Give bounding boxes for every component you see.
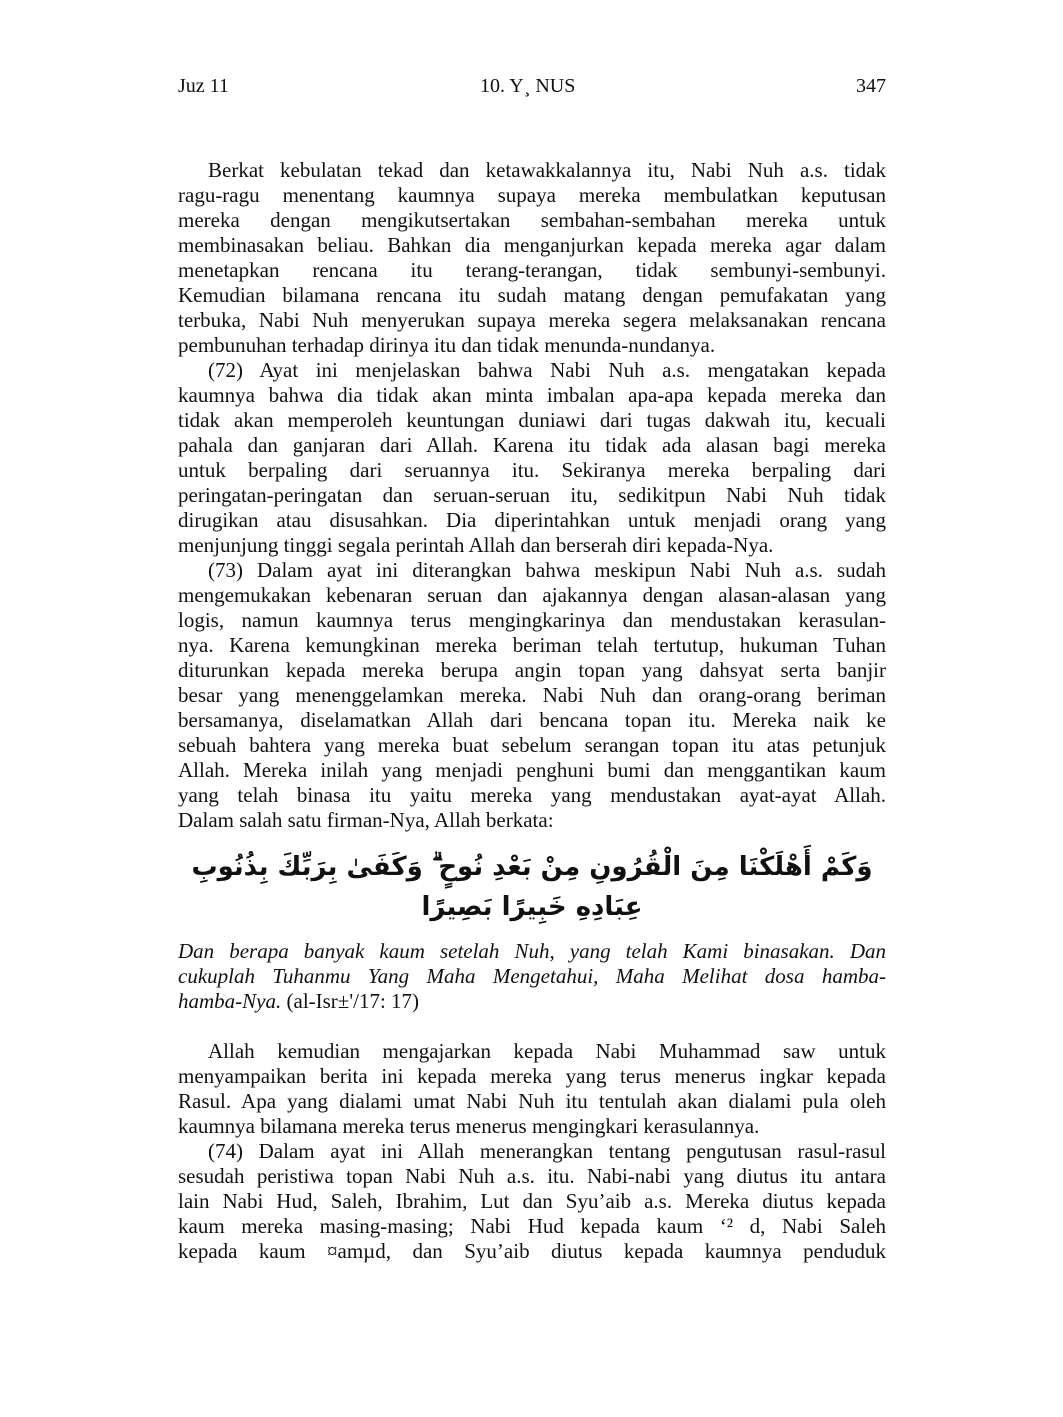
text-line: sesudah peristiwa topan Nabi Nuh a.s. itu. Nabi-nabi yang diutus itu antara <box>178 1164 886 1188</box>
text-line: Rasul. Apa yang dialami umat Nabi Nuh itu tentulah akan dialami pula oleh <box>178 1089 886 1113</box>
text-line: menjunjung tinggi segala perintah Allah dan berserah diri kepada-Nya. <box>178 533 774 557</box>
arabic-verse: وَكَمْ أَهْلَكْنَا مِنَ الْقُرُونِ مِنْ بَعْدِ نُوحٍ ۗ وَكَفَىٰ بِرَبِّكَ بِذُنُوبِ عِبَادِهِ خَبِيرًا بَصِيرًا <box>191 852 873 922</box>
text-line: logis, namun kaumnya terus mengingkarinya dan mendustakan kerasulan- <box>178 608 886 632</box>
text-line: Dalam salah satu firman-Nya, Allah berkata: <box>178 808 554 832</box>
text-line: peringatan-peringatan dan seruan-seruan itu, sedikitpun Nabi Nuh tidak <box>178 483 886 507</box>
translation-line: Dan berapa banyak kaum setelah Nuh, yang telah Kami binasakan. Dan <box>178 939 886 963</box>
text-line: Allah. Mereka inilah yang menjadi penghuni bumi dan menggantikan kaum <box>178 758 886 782</box>
text-line: mereka dengan mengikutsertakan sembahan-sembahan mereka untuk <box>178 208 886 232</box>
translation-end: hamba-Nya. <box>178 989 282 1013</box>
text-line: menetapkan rencana itu terang-terangan, tidak sembunyi-sembunyi. <box>178 258 886 282</box>
page-header <box>178 75 886 101</box>
translation-line <box>178 989 886 1014</box>
text-line: sebuah bahtera yang mereka buat sebelum serangan topan itu atas petunjuk <box>178 733 886 757</box>
verse-translation <box>178 939 886 1014</box>
text-line: (73) Dalam ayat ini diterangkan bahwa meskipun Nabi Nuh a.s. sudah <box>208 558 886 582</box>
paragraph <box>178 1039 886 1139</box>
juz-label: Juz 11 <box>178 75 229 97</box>
paragraph <box>178 558 886 833</box>
text-line: Berkat kebulatan tekad dan ketawakkalannya itu, Nabi Nuh a.s. tidak <box>208 158 886 182</box>
text-line: mengemukakan kebenaran seruan dan ajakannya dengan alasan-alasan yang <box>178 583 886 607</box>
text-line: Kemudian bilamana rencana itu sudah matang dengan pemufakatan yang <box>178 283 886 307</box>
text-line: diturunkan kepada mereka berupa angin topan yang dahsyat serta banjir <box>178 658 886 682</box>
text-line: pembunuhan terhadap dirinya itu dan tidak menunda-nundanya. <box>178 333 716 357</box>
paragraph <box>178 358 886 558</box>
text-line: ragu-ragu menentang kaumnya supaya mereka membulatkan keputusan <box>178 183 886 207</box>
text-line: kepada kaum ¤amµd, dan Syu’aib diutus kepada kaumnya penduduk <box>178 1239 886 1263</box>
text-line: tidak akan memperoleh keuntungan duniawi dari tugas dakwah itu, kecuali <box>178 408 886 432</box>
text-line: (74) Dalam ayat ini Allah menerangkan tentang pengutusan rasul-rasul <box>208 1139 886 1163</box>
text-line: menyampaikan berita ini kepada mereka yang terus menerus ingkar kepada <box>178 1064 886 1088</box>
verse-reference: (al-Isr±'/17: 17) <box>281 989 420 1013</box>
text-line: bersamanya, diselamatkan Allah dari bencana topan itu. Mereka naik ke <box>178 708 886 732</box>
text-line: membinasakan beliau. Bahkan dia menganjurkan kepada mereka agar dalam <box>178 233 886 257</box>
translation-line: cukuplah Tuhanmu Yang Maha Mengetahui, Maha Melihat dosa hamba- <box>178 964 886 988</box>
text-line: kaum mereka masing-masing; Nabi Hud kepada kaum ‘² d, Nabi Saleh <box>178 1214 886 1238</box>
text-line: pahala dan ganjaran dari Allah. Karena itu tidak ada alasan bagi mereka <box>178 433 886 457</box>
text-line: dirugikan atau disusahkan. Dia diperintahkan untuk menjadi orang yang <box>178 508 886 532</box>
text-line: nya. Karena kemungkinan mereka beriman telah tertutup, hukuman Tuhan <box>178 633 886 657</box>
chapter-title: 10. Y¸ NUS <box>480 75 576 97</box>
text-line: yang telah binasa itu yaitu mereka yang mendustakan ayat-ayat Allah. <box>178 783 886 807</box>
paragraphs-after <box>178 1039 886 1264</box>
text-line: besar yang menenggelamkan mereka. Nabi Nuh dan orang-orang beriman <box>178 683 886 707</box>
page-number: 347 <box>856 75 886 97</box>
text-line: kaumnya bilamana mereka terus menerus mengingkari kerasulannya. <box>178 1114 760 1138</box>
paragraphs-before <box>178 158 886 833</box>
paragraph <box>178 1139 886 1264</box>
text-line: Allah kemudian mengajarkan kepada Nabi Muhammad saw untuk <box>208 1039 886 1063</box>
paragraph-gap <box>178 1014 886 1039</box>
text-line: lain Nabi Hud, Saleh, Ibrahim, Lut dan Syu’aib a.s. Mereka diutus kepada <box>178 1189 886 1213</box>
text-line: terbuka, Nabi Nuh menyerukan supaya mereka segera melaksanakan rencana <box>178 308 886 332</box>
text-line: kaumnya bahwa dia tidak akan minta imbalan apa-apa kepada mereka dan <box>178 383 886 407</box>
text-line: untuk berpaling dari seruannya itu. Sekiranya mereka berpaling dari <box>178 458 886 482</box>
text-line: (72) Ayat ini menjelaskan bahwa Nabi Nuh a.s. mengatakan kepada <box>208 358 886 382</box>
page-body <box>178 158 886 1264</box>
paragraph <box>178 158 886 358</box>
